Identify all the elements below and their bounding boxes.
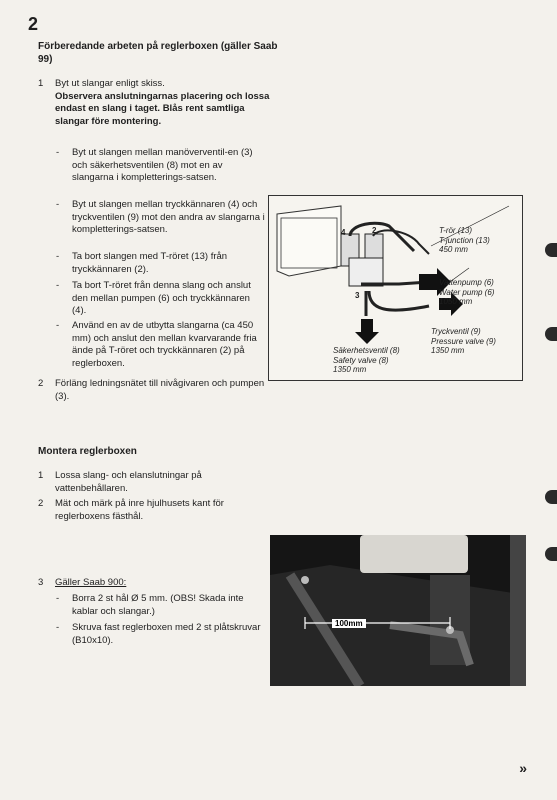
- section-heading: Förberedande arbeten på reglerboxen (gäller Saab 99): [38, 41, 278, 65]
- list-item: - Byt ut slangen mellan manöverventil-en (3) och säkerhetsventilen (8) mot en av slangarna i kompletterings-satsen.: [56, 147, 253, 183]
- binder-tab: [545, 490, 557, 504]
- step-2: 2 Förläng ledningsnätet till nivågivaren och pumpen (3).: [38, 378, 265, 402]
- step-warning: Observera anslutningarnas placering och lossa endast en slang i taget. Blås rent samtliga slangar före montering.: [55, 90, 270, 127]
- label-water-pump: Vattenpump (6) Water pump (6) 1050 mm: [439, 278, 495, 306]
- step-b3: 3 Gäller Saab 900:: [38, 577, 127, 588]
- hose-diagram: [268, 195, 523, 381]
- step-b2: 2 Mät och märk på inre hjulhusets kant för reglerboxens fästhål.: [38, 498, 224, 522]
- step-b1: 1 Lossa slang- och elanslutningar på vattenbehållaren.: [38, 470, 202, 494]
- page-number: 2: [28, 14, 39, 34]
- label-2: 2: [372, 226, 377, 235]
- label-t-junction: T-rör (13) T-junction (13) 450 mm: [439, 226, 490, 254]
- label-4: 4: [341, 228, 346, 237]
- list-item: - Ta bort slangen med T-röret (13) från tryckkännaren (2).: [56, 251, 228, 275]
- binder-tab: [545, 327, 557, 341]
- list-item: - Skruva fast reglerboxen med 2 st plåtskruvar (B10x10).: [56, 622, 261, 646]
- label-safety-valve: Säkerhetsventil (8) Safety valve (8) 1350 mm: [333, 346, 400, 374]
- list-item: - Byt ut slangen mellan tryckkännaren (4) och tryckventilen (9) mot den andra av slangarna i kompletterings-satsen.: [56, 199, 265, 235]
- photo-drawing: [270, 535, 526, 686]
- label-3: 3: [355, 291, 360, 300]
- section-title: Montera reglerboxen: [38, 446, 137, 457]
- list-item: - Ta bort T-röret från denna slang och anslut den mellan pumpen (6) och tryckkännaren (4).: [56, 280, 251, 316]
- step-text: Byt ut slangar enligt skiss.: [55, 78, 165, 89]
- measurement-label: 100mm: [332, 619, 366, 628]
- install-photo: [270, 535, 526, 686]
- next-page-icon: »: [519, 760, 527, 776]
- binder-tab: [545, 243, 557, 257]
- binder-tab: [545, 547, 557, 561]
- step-number: 1: [38, 78, 44, 89]
- list-item: - Använd en av de utbytta slangarna (ca 450 mm) och anslut den mellan kvarvarande fria ände på T-röret och tryckkännaren (2) på reglerboxen.: [56, 320, 257, 369]
- list-item: - Borra 2 st hål Ø 5 mm. (OBS! Skada inte kablar och slangar.): [56, 593, 244, 617]
- label-pressure-valve: Tryckventil (9) Pressure valve (9) 1350 mm: [431, 327, 496, 355]
- step-1: [38, 78, 270, 128]
